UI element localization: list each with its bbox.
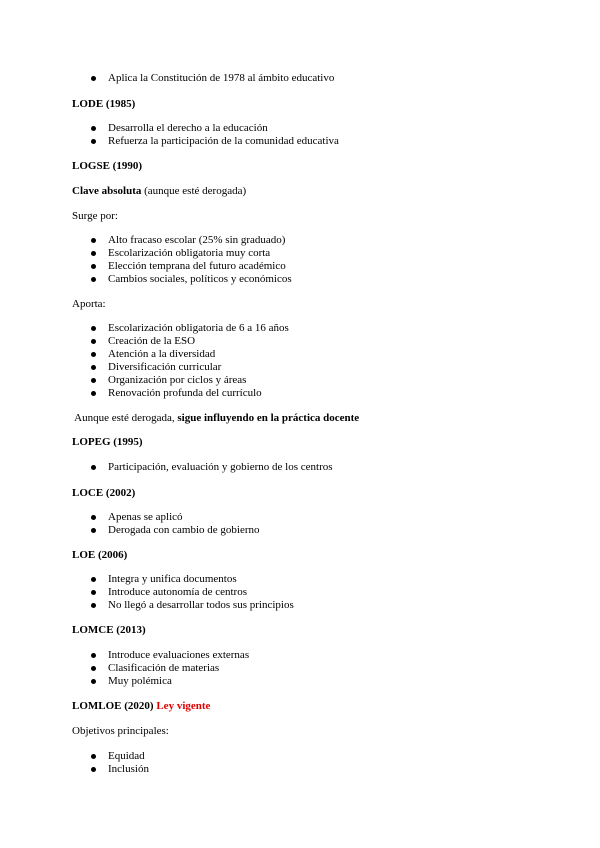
- bullet-icon: [91, 238, 96, 243]
- current-law-badge: Ley vigente: [156, 700, 211, 712]
- bullet-icon: [91, 326, 96, 331]
- section-heading-loce: LOCE (2002): [72, 487, 136, 499]
- bullet-icon: [91, 577, 96, 582]
- section-heading-lopeg: LOPEG (1995): [72, 436, 143, 448]
- section-heading-logse: LOGSE (1990): [72, 160, 142, 172]
- bullet-icon: [91, 767, 96, 772]
- bullet-icon: [91, 352, 96, 357]
- bullet-icon: [91, 365, 96, 370]
- bullet-icon: [91, 139, 96, 144]
- key-statement: Clave absoluta (aunque esté derogada): [72, 185, 247, 197]
- bullet-icon: [91, 76, 96, 81]
- bullet-icon: [91, 391, 96, 396]
- bullet-icon: [91, 679, 96, 684]
- bullet-icon: [91, 666, 96, 671]
- objetivos-label: Objetivos principales:: [72, 725, 169, 737]
- bullet-icon: [91, 378, 96, 383]
- aporta-label: Aporta:: [72, 298, 106, 310]
- section-heading-loe: LOE (2006): [72, 549, 128, 561]
- bullet-icon: [91, 590, 96, 595]
- document-page: Aplica la Constitución de 1978 al ámbito educativo LODE (1985) Desarrolla el derecho a la educación Refuerza la participación de la comunidad educativa LOGSE (1990) Clave absoluta (aunque esté derogada) Surge por: Alto fracaso escolar (25% sin graduado) Escolarización obligatoria muy corta Elección temprana del futuro académico Cambios sociales, políticos y económicos Aporta: Escolarización obligatoria de 6 a 16 años Creación de la ESO Atención a la diversidad Diversificación curricular Organización por ciclos y áreas Renovación profunda del currículo Aunque esté derogada, sigue influyendo en la práctica docente LOPEG (1995) Participación, evaluación y gobierno de los centros LOCE (2002) Apenas se aplicó Derogada con cambio de gobierno LOE (2006) Integra y unifica documentos Introduce autonomía de centros No llegó a desarrollar todos sus principios LOMCE (2013) Introduce evaluaciones externas Clasificación de materias Muy polémica LOMLOE (2020) Ley vigente Objetivos principales: Equidad Inclusión: [72, 72, 360, 775]
- logse-note: Aunque esté derogada, sigue influyendo en la práctica docente: [72, 412, 360, 424]
- surge-label: Surge por:: [72, 210, 118, 222]
- section-heading-lomce: LOMCE (2013): [72, 624, 146, 636]
- bullet-icon: [91, 339, 96, 344]
- bullet-icon: [91, 515, 96, 520]
- bullet-icon: [91, 251, 96, 256]
- section-heading-lode: LODE (1985): [72, 98, 136, 110]
- bullet-icon: [91, 277, 96, 282]
- section-heading-lomloe: LOMLOE (2020) Ley vigente: [72, 700, 211, 712]
- bullet-icon: [91, 603, 96, 608]
- bullet-icon: [91, 754, 96, 759]
- bullet-icon: [91, 264, 96, 269]
- bullet-icon: [91, 653, 96, 658]
- bullet-icon: [91, 528, 96, 533]
- bullet-icon: [91, 465, 96, 470]
- bullet-icon: [91, 126, 96, 131]
